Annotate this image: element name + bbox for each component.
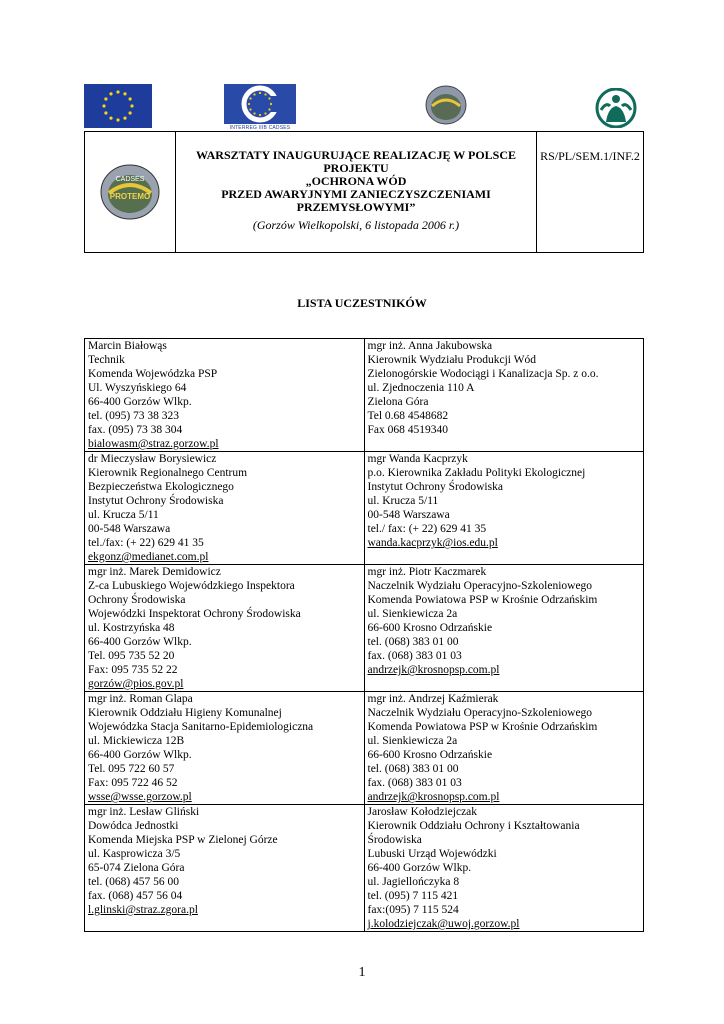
- star-icon: [268, 108, 270, 110]
- eu-flag-logo: [84, 84, 152, 128]
- table-row: [85, 339, 644, 452]
- star-icon: [130, 104, 133, 107]
- badge-name-text: PROTEMO: [109, 192, 151, 201]
- participant-line: fax. (095) 73 38 304: [88, 424, 183, 436]
- star-icon: [109, 117, 112, 120]
- list-title: LISTA UCZESTNIKÓW: [297, 296, 427, 310]
- doc-ref-cell: [537, 132, 643, 252]
- title-line-1: WARSZTATY INAUGURUJĄCE REALIZACJĘ W POLSCE PROJEKTU: [195, 148, 517, 175]
- participant-line: Kierownik Wydziału Produkcji Wód: [367, 354, 536, 366]
- participant-line: 66-400 Gorzów Wlkp.: [88, 749, 192, 761]
- project-shield-logo: [424, 84, 468, 126]
- participant-line: Zielonogórskie Wodociągi i Kanalizacja Sp. z o.o.: [367, 368, 599, 380]
- participant-line: 66-400 Gorzów Wlkp.: [367, 862, 472, 874]
- participant-line: p.o. Kierownika Zakładu Polityki Ekologicznej: [367, 467, 586, 479]
- participant-cell: [364, 339, 644, 452]
- participant-line: Fax: 095 735 52 22: [88, 664, 178, 676]
- participants-table: [84, 338, 644, 932]
- participant-email-link[interactable]: wsse@wsse.gorzow.pl: [88, 791, 192, 803]
- participant-line: 66-400 Gorzów Wlkp.: [88, 636, 192, 648]
- interreg-caption: INTERREG IIIB CADSES: [229, 125, 291, 131]
- participant-line: mgr inż. Anna Jakubowska: [367, 340, 493, 352]
- participant-cell: [364, 692, 644, 805]
- participant-line: mgr inż. Roman Glapa: [88, 693, 193, 705]
- star-icon: [129, 97, 132, 100]
- star-icon: [264, 112, 266, 114]
- table-row: [85, 805, 644, 932]
- participant-line: Komenda Miejska PSP w Zielonej Górze: [88, 834, 278, 846]
- participant-line: Instytut Ochrony Środowiska: [88, 495, 224, 507]
- participant-line: 66-400 Gorzów Wlkp.: [88, 396, 192, 408]
- participant-line: tel./fax: (+ 22) 629 41 35: [88, 537, 204, 549]
- star-icon: [259, 92, 261, 94]
- participant-line: Kierownik Regionalnego Centrum: [88, 467, 248, 479]
- participant-line: ul. Sienkiewicza 2a: [367, 608, 458, 620]
- badge-top-text: CADSES: [115, 176, 145, 183]
- participant-line: mgr inż. Lesław Gliński: [88, 806, 200, 818]
- star-icon: [104, 97, 107, 100]
- participant-line: Komenda Wojewódzka PSP: [88, 368, 218, 380]
- participant-line: Naczelnik Wydziału Operacyjno-Szkoleniowego: [367, 580, 593, 592]
- interreg-c-icon: [224, 84, 296, 124]
- table-row: [85, 452, 644, 565]
- participant-line: fax. (068) 383 01 03: [367, 650, 462, 662]
- participant-email-link[interactable]: j.kolodziejczak@uwoj.gorzow.pl: [367, 918, 520, 930]
- participant-line: Technik: [88, 354, 125, 366]
- participant-email-link[interactable]: wanda.kacprzyk@ios.edu.pl: [367, 537, 498, 549]
- participant-line: Marcin Białowąs: [88, 340, 167, 352]
- doc-reference: RS/PL/SEM.1/INF.2: [540, 149, 640, 163]
- star-icon: [259, 114, 261, 116]
- title-line-2: „OCHRONA WÓD: [305, 174, 407, 188]
- organization-logo: [592, 88, 640, 128]
- table-row: [85, 692, 644, 805]
- participant-line: ul. Kasprowicza 3/5: [88, 848, 181, 860]
- participant-email-link[interactable]: bialowasm@straz.gorzow.pl: [88, 438, 219, 450]
- star-icon: [104, 111, 107, 114]
- participant-line: 00-548 Warszawa: [88, 523, 171, 535]
- star-icon: [109, 92, 112, 95]
- participant-line: Ul. Wyszyńskiego 64: [88, 382, 187, 394]
- participant-line: mgr inż. Andrzej Kaźmierak: [367, 693, 499, 705]
- page-number: 1: [358, 965, 366, 980]
- project-badge-icon: [99, 163, 161, 221]
- participant-line: ul. Jagiellończyka 8: [367, 876, 460, 888]
- star-icon: [116, 118, 119, 121]
- participant-line: fax. (068) 457 56 04: [88, 890, 183, 902]
- participant-cell: [85, 565, 365, 692]
- participant-line: Instytut Ochrony Środowiska: [367, 481, 503, 493]
- title-line-3: PRZED AWARYJNYMI ZANIECZYSZCZENIAMI PRZEMYSŁOWYMI”: [221, 187, 491, 214]
- star-icon: [123, 92, 126, 95]
- star-icon: [253, 112, 255, 114]
- header-logo-cell: [85, 132, 176, 252]
- participant-line: tel./ fax: (+ 22) 629 41 35: [367, 523, 487, 535]
- participant-line: tel. (068) 383 01 00: [367, 636, 459, 648]
- person-emblem-icon: [592, 88, 640, 128]
- star-icon: [249, 97, 251, 99]
- participant-line: ul. Sienkiewicza 2a: [367, 735, 458, 747]
- participant-line: Ochrony Środowiska: [88, 594, 186, 606]
- participant-line: Tel. 095 735 52 20: [88, 650, 175, 662]
- star-icon: [102, 104, 105, 107]
- participant-line: tel. (068) 383 01 00: [367, 763, 459, 775]
- star-icon: [129, 111, 132, 114]
- star-icon: [264, 93, 266, 95]
- participant-line: Komenda Powiatowa PSP w Krośnie Odrzańskim: [367, 594, 598, 606]
- participant-cell: [85, 452, 365, 565]
- participant-line: Fax: 095 722 46 52: [88, 777, 178, 789]
- participant-line: Z-ca Lubuskiego Wojewódzkiego Inspektora: [88, 580, 295, 592]
- star-icon: [253, 93, 255, 95]
- participant-line: mgr Wanda Kacprzyk: [367, 453, 468, 465]
- star-icon: [268, 97, 270, 99]
- participant-email-link[interactable]: gorzów@pios.gov.pl: [88, 678, 184, 690]
- participant-line: ul. Zjednoczenia 110 A: [367, 382, 475, 394]
- participant-cell: [85, 339, 365, 452]
- participant-line: 65-074 Zielona Góra: [88, 862, 185, 874]
- header-title-cell: [176, 132, 537, 252]
- star-icon: [248, 103, 250, 105]
- star-icon: [270, 103, 272, 105]
- star-icon: [123, 117, 126, 120]
- participant-line: dr Mieczysław Borysiewicz: [88, 453, 217, 465]
- participant-email-link[interactable]: andrzejk@krosnopsp.com.pl: [367, 791, 500, 803]
- interreg-logo: [224, 84, 296, 132]
- participant-line: Tel. 095 722 60 57: [88, 763, 175, 775]
- participant-cell: [364, 805, 644, 932]
- participant-line: Komenda Powiatowa PSP w Krośnie Odrzańskim: [367, 721, 598, 733]
- participant-email-link[interactable]: andrzejk@krosnopsp.com.pl: [367, 664, 500, 676]
- participant-line: fax. (068) 383 01 03: [367, 777, 462, 789]
- participant-line: ul. Krucza 5/11: [88, 509, 159, 521]
- participant-line: Bezpieczeństwa Ekologicznego: [88, 481, 234, 493]
- participant-line: 00-548 Warszawa: [367, 509, 450, 521]
- participant-line: Lubuski Urząd Wojewódzki: [367, 848, 497, 860]
- participant-line: tel. (068) 457 56 00: [88, 876, 180, 888]
- participant-email-link[interactable]: l.glinski@straz.zgora.pl: [88, 904, 198, 916]
- participant-line: ul. Krucza 5/11: [367, 495, 439, 507]
- participant-line: ul. Kostrzyńska 48: [88, 622, 175, 634]
- eu-stars-icon: [84, 84, 152, 128]
- header-table: [84, 131, 644, 253]
- participant-line: 66-600 Krosno Odrzańskie: [367, 749, 493, 761]
- participant-line: tel. (095) 7 115 421: [367, 890, 459, 902]
- participant-cell: [85, 805, 365, 932]
- star-icon: [249, 108, 251, 110]
- participant-cell: [85, 692, 365, 805]
- participant-line: Wojewódzka Stacja Sanitarno-Epidemiologiczna: [88, 721, 314, 733]
- participant-line: mgr inż. Piotr Kaczmarek: [367, 566, 487, 578]
- participant-line: fax:(095) 7 115 524: [367, 904, 459, 916]
- star-icon: [116, 90, 119, 93]
- table-row: [85, 565, 644, 692]
- participant-cell: [364, 452, 644, 565]
- participant-line: Zielona Góra: [367, 396, 429, 408]
- participant-line: Fax 068 4519340: [367, 424, 448, 436]
- participant-email-link[interactable]: ekgonz@medianet.com.pl: [88, 551, 209, 563]
- participant-line: Jarosław Kołodziejczak: [367, 806, 478, 818]
- participant-line: Tel 0.68 4548682: [367, 410, 449, 422]
- participant-line: tel. (095) 73 38 323: [88, 410, 180, 422]
- participant-line: Wojewódzki Inspektorat Ochrony Środowiska: [88, 608, 301, 620]
- shield-icon: [424, 84, 468, 126]
- participant-line: Kierownik Oddziału Ochrony i Kształtowania: [367, 820, 580, 832]
- participant-line: mgr inż. Marek Demidowicz: [88, 566, 221, 578]
- participant-line: Środowiska: [367, 834, 422, 846]
- participant-cell: [364, 565, 644, 692]
- event-place-date: (Gorzów Wielkopolski, 6 listopada 2006 r.): [252, 218, 460, 232]
- participant-line: 66-600 Krosno Odrzańskie: [367, 622, 493, 634]
- participant-line: Dowódca Jednostki: [88, 820, 179, 832]
- participant-line: Kierownik Oddziału Higieny Komunalnej: [88, 707, 282, 719]
- participant-line: ul. Mickiewicza 12B: [88, 735, 185, 747]
- participant-line: Naczelnik Wydziału Operacyjno-Szkoleniowego: [367, 707, 593, 719]
